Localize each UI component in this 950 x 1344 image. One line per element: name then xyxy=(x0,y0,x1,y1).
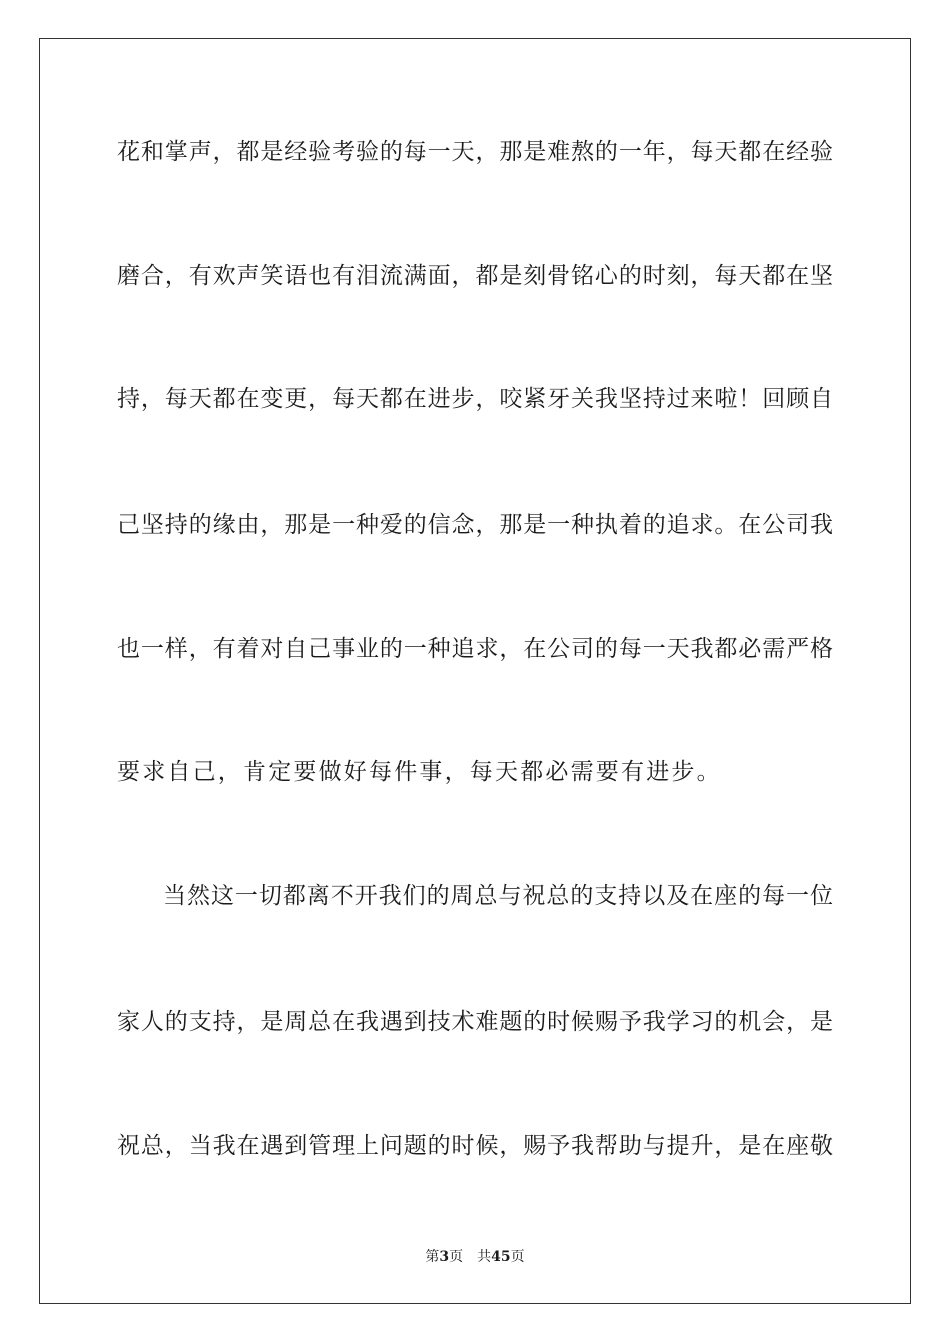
paragraph-line-1: 花和掌声，都是经验考验的每一天，那是难熬的一年，每天都在经验 xyxy=(117,139,833,165)
paragraph-line-6: 要求自己，肯定要做好每件事，每天都必需要有进步。 xyxy=(117,759,722,785)
paragraph-line-4: 己坚持的缘由，那是一种爱的信念，那是一种执着的追求。在公司我 xyxy=(117,512,833,538)
page-footer xyxy=(0,1248,950,1266)
paragraph-line-3: 持，每天都在变更，每天都在进步，咬紧牙关我坚持过来啦！回顾自 xyxy=(117,386,833,412)
footer-page-suffix: 页 xyxy=(449,1249,464,1265)
paragraph-line-9: 祝总，当我在遇到管理上问题的时候，赐予我帮助与提升，是在座敬 xyxy=(117,1133,833,1159)
page-border xyxy=(39,38,911,1304)
footer-total-pages: 45 xyxy=(491,1249,511,1265)
paragraph-line-8: 家人的支持，是周总在我遇到技术难题的时候赐予我学习的机会，是 xyxy=(117,1009,833,1035)
paragraph-line-5: 也一样，有着对自己事业的一种追求，在公司的每一天我都必需严格 xyxy=(117,636,833,662)
paragraph-line-7: 当然这一切都离不开我们的周总与祝总的支持以及在座的每一位 xyxy=(163,883,833,909)
paragraph-line-2: 磨合，有欢声笑语也有泪流满面，都是刻骨铭心的时刻，每天都在坚 xyxy=(117,263,833,289)
footer-page-number: 3 xyxy=(439,1249,450,1265)
footer-page-prefix: 第 xyxy=(425,1249,440,1265)
footer-total-suffix: 页 xyxy=(510,1249,525,1265)
footer-total-prefix: 共 xyxy=(477,1249,492,1265)
